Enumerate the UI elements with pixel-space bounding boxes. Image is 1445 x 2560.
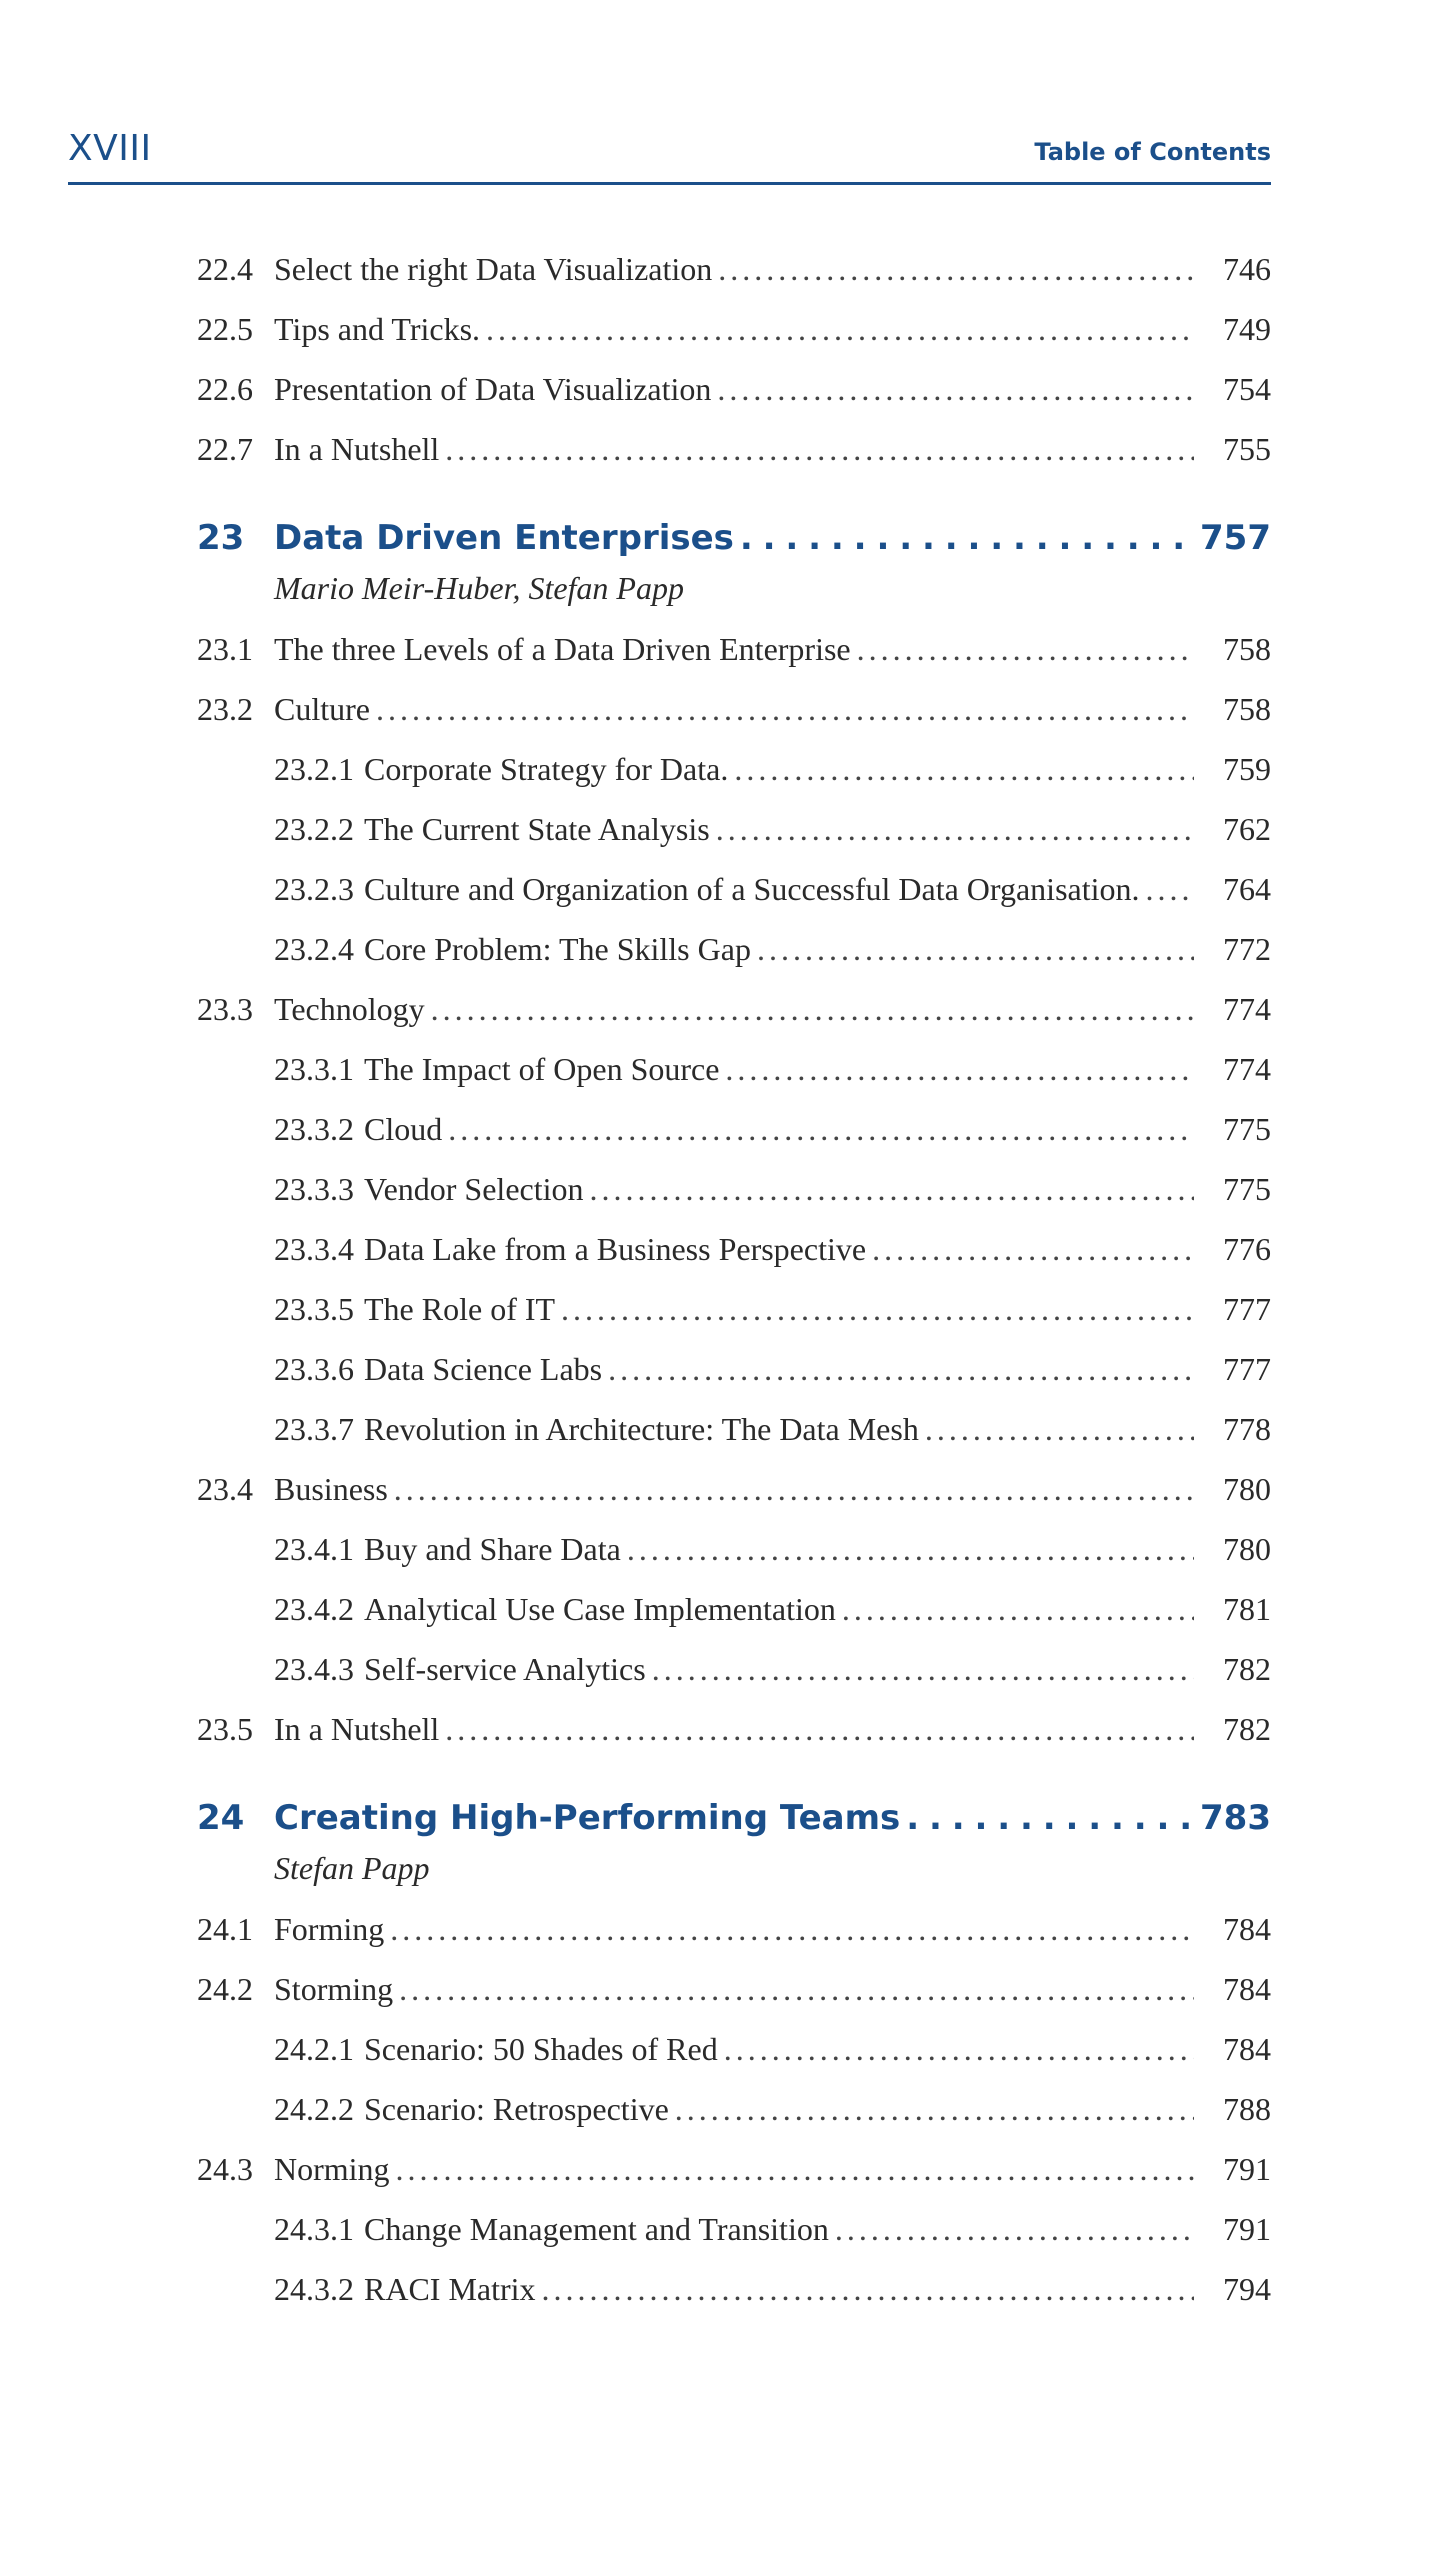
page-reference: 755 — [1223, 431, 1271, 467]
page-reference: 778 — [1223, 1411, 1271, 1447]
dot-leader — [906, 1798, 1194, 1838]
subsection-number: 24.3.1 — [274, 2211, 354, 2247]
toc-entry-24-3-1[interactable] — [0, 2211, 1445, 2251]
dot-leader — [835, 2211, 1194, 2248]
page-reference: 782 — [1223, 1651, 1271, 1687]
page-reference: 794 — [1223, 2271, 1271, 2307]
dot-leader — [396, 2151, 1194, 2188]
toc-entry-24-2[interactable] — [0, 1971, 1445, 2011]
chapter-title: Creating High-Performing Teams — [274, 1798, 901, 1838]
toc-entry-23-2[interactable] — [0, 691, 1445, 731]
toc-chapter-23[interactable] — [0, 518, 1445, 558]
subsection-title: Scenario: 50 Shades of Red — [364, 2031, 718, 2067]
toc-entry-23-2-1[interactable] — [0, 751, 1445, 791]
section-number: 23.5 — [197, 1711, 253, 1747]
page-reference: 783 — [1200, 1798, 1271, 1838]
toc-entry-23-2-4[interactable] — [0, 931, 1445, 971]
dot-leader — [725, 1051, 1194, 1088]
section-number: 24.3 — [197, 2151, 253, 2187]
subsection-number: 24.2.1 — [274, 2031, 354, 2067]
toc-entry-22-7[interactable] — [0, 431, 1445, 471]
toc-entry-23-3-3[interactable] — [0, 1171, 1445, 1211]
section-title: The three Levels of a Data Driven Enterprise — [274, 631, 851, 667]
page-reference: 788 — [1223, 2091, 1271, 2127]
toc-entry-23-4[interactable] — [0, 1471, 1445, 1511]
subsection-number: 24.3.2 — [274, 2271, 354, 2307]
subsection-title: Analytical Use Case Implementation — [364, 1591, 836, 1627]
subsection-number: 23.3.1 — [274, 1051, 354, 1087]
subsection-number: 23.2.3 — [274, 871, 354, 907]
toc-entry-23-4-2[interactable] — [0, 1591, 1445, 1631]
dot-leader — [431, 991, 1194, 1028]
toc-entry-24-2-1[interactable] — [0, 2031, 1445, 2071]
subsection-title: Data Science Labs — [364, 1351, 603, 1387]
subsection-title: RACI Matrix — [364, 2271, 536, 2307]
dot-leader — [448, 1111, 1194, 1148]
subsection-title: Vendor Selection — [364, 1171, 584, 1207]
section-title: Presentation of Data Visualization — [274, 371, 712, 407]
running-head: Table of Contents — [1034, 138, 1271, 166]
dot-leader — [1146, 871, 1195, 908]
subsection-title: Core Problem: The Skills Gap — [364, 931, 751, 967]
toc-entry-22-5[interactable] — [0, 311, 1445, 351]
page-reference: 774 — [1223, 991, 1271, 1027]
dot-leader — [842, 1591, 1194, 1628]
subsection-title: The Role of IT — [364, 1291, 556, 1327]
page-reference: 791 — [1223, 2211, 1271, 2247]
subsection-title: The Impact of Open Source — [364, 1051, 720, 1087]
section-number: 23.4 — [197, 1471, 253, 1507]
page-reference: 774 — [1223, 1051, 1271, 1087]
subsection-number: 24.2.2 — [274, 2091, 354, 2127]
page-reference: 784 — [1223, 1971, 1271, 2007]
chapter-title: Data Driven Enterprises — [274, 518, 734, 558]
subsection-number: 23.4.1 — [274, 1531, 354, 1567]
dot-leader — [724, 2031, 1194, 2068]
dot-leader — [376, 691, 1194, 728]
dot-leader — [608, 1351, 1194, 1388]
page-reference: 758 — [1223, 631, 1271, 667]
section-title: Select the right Data Visualization — [274, 251, 713, 287]
section-number: 22.4 — [197, 251, 253, 287]
page-number: XVIII — [68, 128, 152, 169]
subsection-number: 23.4.2 — [274, 1591, 354, 1627]
toc-entry-24-2-2[interactable] — [0, 2091, 1445, 2131]
section-title: Culture — [274, 691, 370, 727]
section-title: Storming — [274, 1971, 394, 2007]
page-reference: 757 — [1200, 518, 1271, 558]
page-reference: 777 — [1223, 1291, 1271, 1327]
subsection-number: 23.3.3 — [274, 1171, 354, 1207]
section-number: 24.2 — [197, 1971, 253, 2007]
dot-leader — [542, 2271, 1194, 2308]
subsection-number: 23.3.6 — [274, 1351, 354, 1387]
dot-leader — [627, 1531, 1194, 1568]
dot-leader — [717, 371, 1194, 408]
toc-entry-23-5[interactable] — [0, 1711, 1445, 1751]
subsection-number: 23.2.1 — [274, 751, 354, 787]
page-reference: 780 — [1223, 1531, 1271, 1567]
toc-entry-22-6[interactable] — [0, 371, 1445, 411]
toc-entry-22-4[interactable] — [0, 251, 1445, 291]
page-reference: 782 — [1223, 1711, 1271, 1747]
toc-entry-23-3-2[interactable] — [0, 1111, 1445, 1151]
subsection-number: 23.2.4 — [274, 931, 354, 967]
subsection-title: Cloud — [364, 1111, 443, 1147]
subsection-title: Corporate Strategy for Data. — [364, 751, 729, 787]
page-reference: 780 — [1223, 1471, 1271, 1507]
toc-entry-23-3-7[interactable] — [0, 1411, 1445, 1451]
toc-entry-23-4-1[interactable] — [0, 1531, 1445, 1571]
subsection-title: Scenario: Retrospective — [364, 2091, 669, 2127]
page-reference: 776 — [1223, 1231, 1271, 1267]
dot-leader — [445, 431, 1194, 468]
subsection-number: 23.3.5 — [274, 1291, 354, 1327]
section-number: 22.5 — [197, 311, 253, 347]
dot-leader — [399, 1971, 1194, 2008]
section-number: 23.1 — [197, 631, 253, 667]
subsection-title: Change Management and Transition — [364, 2211, 829, 2247]
toc-entry-24-3-2[interactable] — [0, 2271, 1445, 2311]
page-reference: 764 — [1223, 871, 1271, 907]
dot-leader — [740, 518, 1194, 558]
page-reference: 772 — [1223, 931, 1271, 967]
page-reference: 784 — [1223, 2031, 1271, 2067]
subsection-number: 23.3.4 — [274, 1231, 354, 1267]
toc-chapter-24[interactable] — [0, 1798, 1445, 1838]
page-reference: 791 — [1223, 2151, 1271, 2187]
section-title: In a Nutshell — [274, 1711, 440, 1747]
subsection-number: 23.2.2 — [274, 811, 354, 847]
subsection-title: Self-service Analytics — [364, 1651, 646, 1687]
subsection-number: 23.3.2 — [274, 1111, 354, 1147]
subsection-title: Revolution in Architecture: The Data Mesh — [364, 1411, 919, 1447]
section-number: 23.2 — [197, 691, 253, 727]
chapter-authors: Mario Meir-Huber, Stefan Papp — [274, 570, 684, 606]
dot-leader — [390, 1911, 1194, 1948]
section-title: Business — [274, 1471, 388, 1507]
section-title: Tips and Tricks. — [274, 311, 481, 347]
chapter-number: 23 — [197, 518, 245, 558]
dot-leader — [561, 1291, 1194, 1328]
dot-leader — [486, 311, 1194, 348]
page-reference: 746 — [1223, 251, 1271, 287]
page-reference: 758 — [1223, 691, 1271, 727]
toc-entry-23-1[interactable] — [0, 631, 1445, 671]
toc-entry-23-2-2[interactable] — [0, 811, 1445, 851]
section-number: 22.6 — [197, 371, 253, 407]
page-reference: 775 — [1223, 1171, 1271, 1207]
section-number: 23.3 — [197, 991, 253, 1027]
toc-entry-23-3[interactable] — [0, 991, 1445, 1031]
toc-entry-23-2-3[interactable] — [0, 871, 1445, 911]
dot-leader — [857, 631, 1194, 668]
subsection-title: Data Lake from a Business Perspective — [364, 1231, 867, 1267]
dot-leader — [675, 2091, 1194, 2128]
dot-leader — [757, 931, 1194, 968]
section-title: Forming — [274, 1911, 385, 1947]
page-reference: 762 — [1223, 811, 1271, 847]
toc-entry-23-3-5[interactable] — [0, 1291, 1445, 1331]
page-reference: 775 — [1223, 1111, 1271, 1147]
page-reference: 759 — [1223, 751, 1271, 787]
subsection-title: Buy and Share Data — [364, 1531, 621, 1567]
subsection-number: 23.4.3 — [274, 1651, 354, 1687]
subsection-title: Culture and Organization of a Successful Data Organisation. — [364, 871, 1140, 907]
dot-leader — [652, 1651, 1194, 1688]
toc-entry-23-3-4[interactable] — [0, 1231, 1445, 1271]
section-title: Norming — [274, 2151, 390, 2187]
chapter-number: 24 — [197, 1798, 245, 1838]
section-number: 22.7 — [197, 431, 253, 467]
dot-leader — [590, 1171, 1195, 1208]
toc-entry-23-3-6[interactable] — [0, 1351, 1445, 1391]
toc-entry-23-3-1[interactable] — [0, 1051, 1445, 1091]
section-title: Technology — [274, 991, 425, 1027]
page-reference: 781 — [1223, 1591, 1271, 1627]
dot-leader — [734, 751, 1194, 788]
dot-leader — [394, 1471, 1194, 1508]
section-title: In a Nutshell — [274, 431, 440, 467]
dot-leader — [718, 251, 1194, 288]
toc-entry-24-3[interactable] — [0, 2151, 1445, 2191]
subsection-title: The Current State Analysis — [364, 811, 710, 847]
subsection-number: 23.3.7 — [274, 1411, 354, 1447]
dot-leader — [925, 1411, 1194, 1448]
page-reference: 777 — [1223, 1351, 1271, 1387]
toc-entry-23-4-3[interactable] — [0, 1651, 1445, 1691]
dot-leader — [716, 811, 1194, 848]
chapter-authors: Stefan Papp — [274, 1850, 430, 1886]
page-reference: 754 — [1223, 371, 1271, 407]
dot-leader — [872, 1231, 1194, 1268]
page-reference: 749 — [1223, 311, 1271, 347]
page-reference: 784 — [1223, 1911, 1271, 1947]
dot-leader — [445, 1711, 1194, 1748]
section-number: 24.1 — [197, 1911, 253, 1947]
toc-entry-24-1[interactable] — [0, 1911, 1445, 1951]
